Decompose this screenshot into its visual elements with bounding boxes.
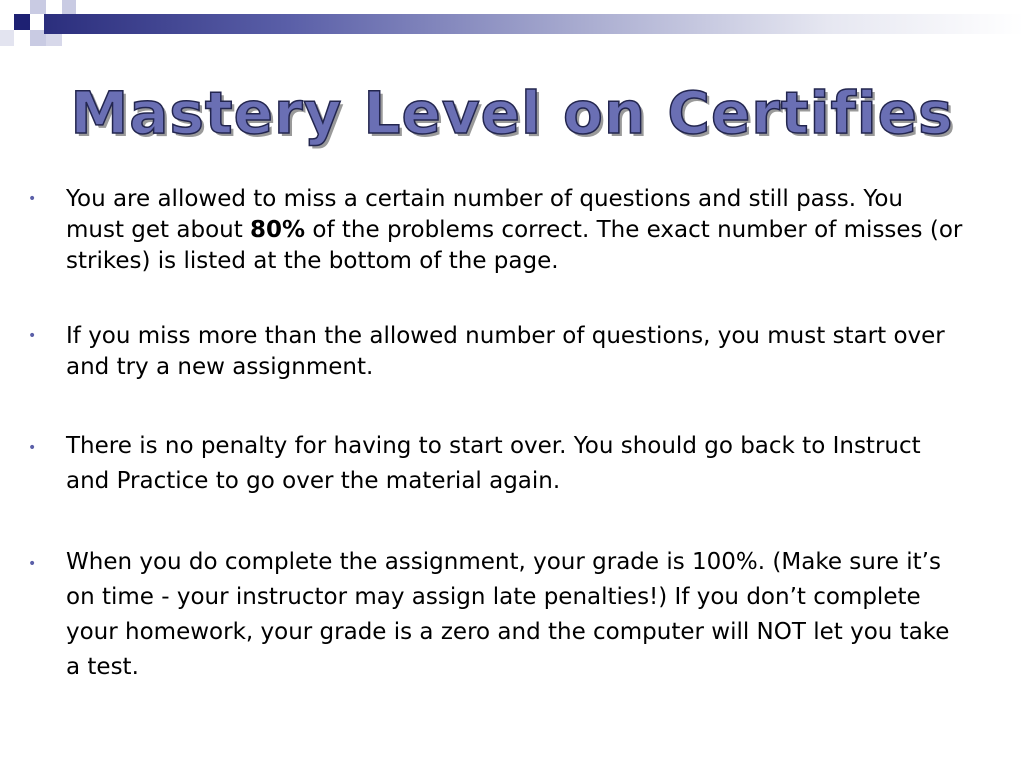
bullet-text: When you do complete the assignment, your grade is 100%. (Make sure it’s on time - your instructor may assign late penalties!) If you don’t complete your homework, your grade is a zero and the computer will NOT let you take a test.	[66, 549, 950, 680]
bullet-item	[28, 545, 966, 685]
bullet-item	[28, 321, 966, 383]
bullet-emphasis: 80%	[250, 217, 306, 243]
bullet-item	[28, 429, 966, 499]
bullet-text: You are allowed to miss a certain number of questions and still pass. You must get about	[66, 186, 904, 243]
slide-title: Mastery Level on Certifies	[70, 79, 954, 147]
bullet-marker: •	[28, 556, 37, 572]
bullet-marker: •	[28, 191, 37, 207]
bullet-text: If you miss more than the allowed number of questions, you must start over and try a new assignment.	[66, 323, 945, 380]
bullet-marker: •	[28, 440, 37, 456]
bullet-marker: •	[28, 328, 37, 344]
bullet-text: of the problems correct. The exact number of misses (or strikes) is listed at the bottom of the page.	[66, 217, 963, 274]
bullet-item	[28, 184, 966, 277]
bullet-text: There is no penalty for having to start over. You should go back to Instruct and Practice to go over the material again.	[66, 433, 921, 494]
